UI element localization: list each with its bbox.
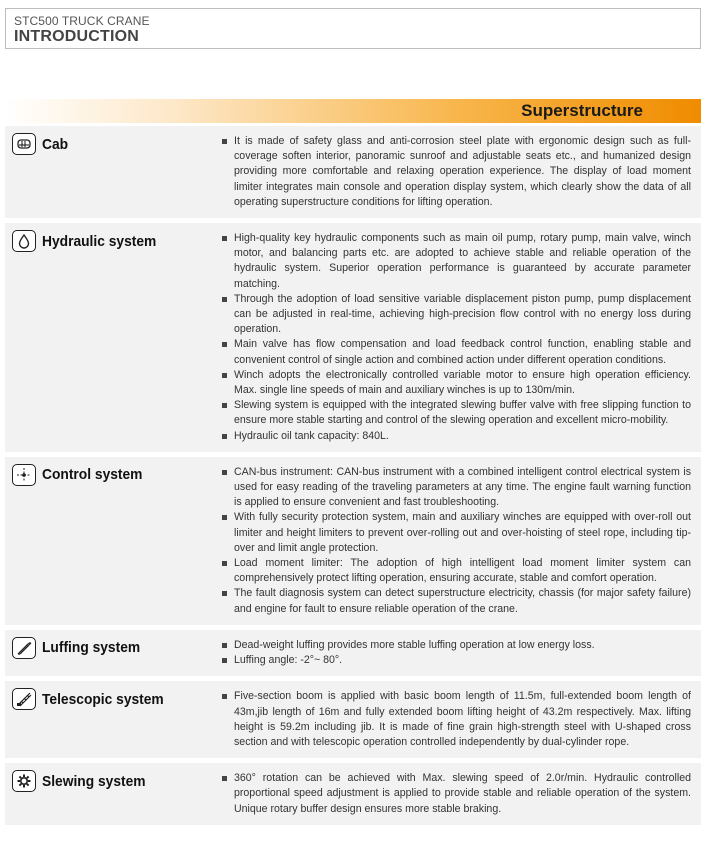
section-heading xyxy=(12,688,174,710)
cab-icon xyxy=(12,133,36,155)
bullet-item: It is made of safety glass and anti-corrosion steel plate with ergonomic design such as full-coverage soften interior, panoramic sunroof and adjustable seats etc., and humanized design providing more comfortable and relaxing operation experience. The display of load moment limiter integrates main console and operation display system, which clearly show the data of all operating superstructure conditions for lifting operation. xyxy=(222,134,691,210)
section-slewing-system xyxy=(5,763,701,825)
luffing-icon xyxy=(12,637,36,659)
bullet-item: Dead-weight luffing provides more stable luffing operation at low energy loss. xyxy=(222,638,691,653)
bullet-item: Hydraulic oil tank capacity: 840L. xyxy=(222,429,691,444)
section-title: Telescopic system xyxy=(42,690,164,708)
section-control-system xyxy=(5,457,701,625)
bullet-item: The fault diagnosis system can detect superstructure electricity, chassis (for major safety failure) and engine for fault to ensure reliable operation of the crane. xyxy=(222,586,691,616)
banner-title: Superstructure xyxy=(521,101,643,120)
header-subtitle: STC500 TRUCK CRANE xyxy=(14,14,150,28)
section-heading xyxy=(12,230,166,252)
bullet-item: Luffing angle: -2°~ 80°. xyxy=(222,653,691,668)
section-cab xyxy=(5,126,701,218)
page-header xyxy=(5,8,701,49)
bullet-item: Through the adoption of load sensitive variable displacement piston pump, pump displacement can be adjusted in real-time, achieving high-precision flow control with no energy loss during operation. xyxy=(222,292,691,338)
section-bullet-list xyxy=(222,771,691,817)
sections-list xyxy=(5,126,701,830)
header-title: INTRODUCTION xyxy=(14,28,140,45)
section-luffing-system xyxy=(5,630,701,676)
section-heading xyxy=(12,464,151,486)
bullet-item: Slewing system is equipped with the integrated slewing buffer valve with free slipping function to ensure more stable starting and control of the slewing operation and excellent micro-mobility. xyxy=(222,398,691,428)
section-bullet-list xyxy=(222,638,691,668)
section-title: Hydraulic system xyxy=(42,232,157,250)
section-title: Slewing system xyxy=(42,772,146,790)
gear-icon xyxy=(12,770,36,792)
bullet-item: With fully security protection system, main and auxiliary winches are equipped with over-roll out limiter and height limiters to prevent over-rolling out and over-hoisting of steel rope, including tip-over and limit angle protection. xyxy=(222,510,691,556)
section-heading xyxy=(12,133,70,155)
section-bullet-list xyxy=(222,231,691,444)
bullet-item: Load moment limiter: The adoption of high intelligent load moment limiter system can comprehensively protect lifting operation, ensuring accurate, stable and comfort operation. xyxy=(222,556,691,586)
section-heading xyxy=(12,770,155,792)
section-title: Luffing system xyxy=(42,639,141,657)
section-heading xyxy=(12,637,149,659)
section-bullet-list xyxy=(222,134,691,210)
bullet-item: Main valve has flow compensation and load feedback control function, enabling stable and convenient control of single action and combined action under different operation conditions. xyxy=(222,337,691,367)
telescopic-icon xyxy=(12,688,36,710)
section-hydraulic-system xyxy=(5,223,701,452)
bullet-item: 360° rotation can be achieved with Max. slewing speed of 2.0r/min. Hydraulic controlled proportional speed adjustment is applied to provide stable and reliable operation of the system. Unique rotary buffer design ensures more stable braking. xyxy=(222,771,691,817)
section-bullet-list xyxy=(222,465,691,617)
bullet-item: Winch adopts the electronically controlled variable motor to ensure high operation efficiency. Max. single line speeds of main and auxiliary winches is up to 130m/min. xyxy=(222,368,691,398)
control-icon xyxy=(12,464,36,486)
section-title: Cab xyxy=(42,135,69,153)
section-banner xyxy=(5,99,701,123)
bullet-item: Five-section boom is applied with basic boom length of 11.5m, full-extended boom length of 43m,jib length of 16m and fully extended boom lifting height of 43.2m respectively. Max. lifting height is 59.2m including jib. It is made of fine grain high-strength steel with U-shaped cross section and with telescopic operation controlled independently by dual-cylinder rope. xyxy=(222,689,691,750)
section-telescopic-system xyxy=(5,681,701,758)
bullet-item: High-quality key hydraulic components such as main oil pump, rotary pump, main valve, winch motor, and balancing parts etc. are adopted to achieve stable and reliable operation of the hydraulic system. Superior operation performance is guaranteed by accurate parameter matching. xyxy=(222,231,691,292)
bullet-item: CAN-bus instrument: CAN-bus instrument with a combined intelligent control electrical system is used for easy reading of the traveling parameters at any time. The engine fault warning function is applied to ensure convenient and fast troubleshooting. xyxy=(222,465,691,511)
oil-drop-icon xyxy=(12,230,36,252)
section-title: Control system xyxy=(42,466,143,484)
section-bullet-list xyxy=(222,689,691,750)
